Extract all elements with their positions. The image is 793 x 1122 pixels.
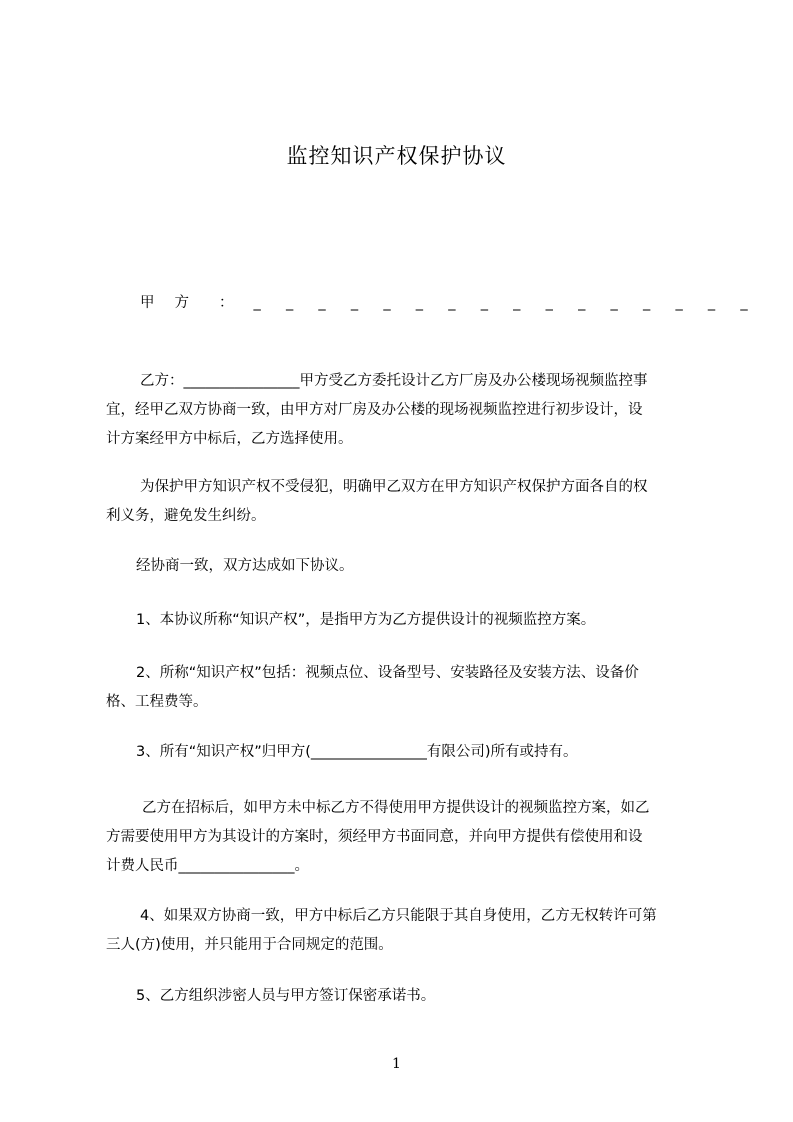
paragraph-line: 方需要使用甲方为其设计的方案时，须经甲方书面同意，并向甲方提供有偿使用和设 <box>106 829 643 845</box>
page-number: 1 <box>392 1056 401 1072</box>
paragraph-agreement <box>106 552 711 581</box>
document-title: 监控知识产权保护协议 <box>286 144 507 168</box>
clause-1 <box>106 606 711 635</box>
paragraph-line: 格、工程费等。 <box>106 694 208 710</box>
clause-4 <box>106 902 711 960</box>
party-a-colon: ： <box>219 295 234 311</box>
paragraph-line: 3、所有“知识产权”归甲方(________________有限公司)所有或持有。 <box>136 744 578 760</box>
clause-3 <box>106 738 711 767</box>
paragraph-line: 乙方：________________甲方受乙方委托设计乙方厂房及办公楼现场视频监控事 <box>140 373 648 389</box>
paragraph-line: 4、如果双方协商一致，甲方中标后乙方只能限于其自身使用，乙方无权转许可第 <box>140 908 657 924</box>
paragraph-line: 利义务，避免发生纠纷。 <box>106 508 266 524</box>
clause-5 <box>106 982 711 1011</box>
paragraph-line: 计费人民币________________。 <box>106 858 309 874</box>
party-a-blank: _ _ _ _ _ _ _ _ _ _ _ _ _ _ _ _ <box>253 295 758 311</box>
party-a-label: 甲方 <box>140 295 209 311</box>
paragraph-purpose <box>106 473 711 531</box>
paragraph-line: 2、所称“知识产权”包括：视频点位、设备型号、安装路径及安装方法、设备价 <box>136 665 639 681</box>
paragraph-line: 1、本协议所称“知识产权”，是指甲方为乙方提供设计的视频监控方案。 <box>136 612 596 628</box>
paragraph-line: 乙方在招标后，如甲方未中标乙方不得使用甲方提供设计的视频监控方案，如乙 <box>142 800 650 816</box>
paragraph-bid <box>106 794 711 881</box>
paragraph-line: 计方案经甲方中标后，乙方选择使用。 <box>106 431 353 447</box>
paragraph-line: 经协商一致，双方达成如下协议。 <box>136 558 354 574</box>
clause-2 <box>106 659 711 717</box>
paragraph-line: 三人(方)使用，并只能用于合同规定的范围。 <box>106 937 393 953</box>
party-a-line <box>140 291 758 312</box>
paragraph-line: 为保护甲方知识产权不受侵犯，明确甲乙双方在甲方知识产权保护方面各自的权 <box>140 479 648 495</box>
paragraph-party-b <box>106 367 711 454</box>
paragraph-line: 5、乙方组织涉密人员与甲方签订保密承诺书。 <box>136 988 436 1004</box>
paragraph-line: 宜，经甲乙双方协商一致，由甲方对厂房及办公楼的现场视频监控进行初步设计，设 <box>106 402 643 418</box>
